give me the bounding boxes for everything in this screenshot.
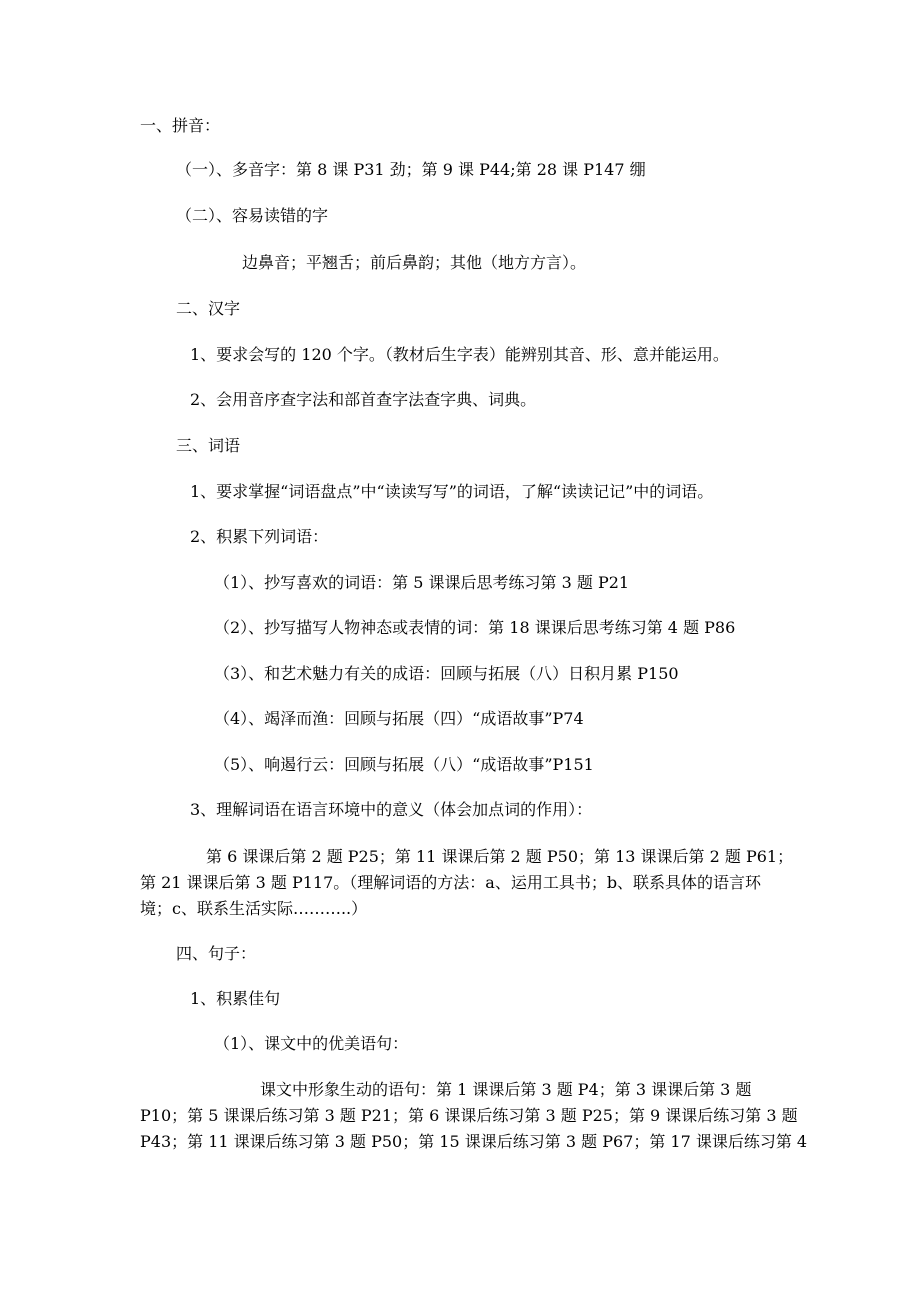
ciyu-item-2: 2、积累下列词语： xyxy=(190,527,329,546)
juzi-para-line-2: P10；第 5 课课后练习第 3 题 P21；第 6 课课后练习第 3 题 P25；第 9 课课后练习第 3 题 xyxy=(140,1106,798,1125)
ciyu-sub-2: （2）、抄写描写人物神态或表情的词：第 18 课课后思考练习第 4 题 P86 xyxy=(214,618,736,637)
ciyu-heading: 三、词语 xyxy=(176,436,241,455)
juzi-sub-1: （1）、课文中的优美语句： xyxy=(214,1034,409,1053)
ciyu-item-3-para-line-3: 境；c、联系生活实际………..） xyxy=(140,899,368,918)
juzi-para-line-3: P43；第 11 课课后练习第 3 题 P50；第 15 课课后练习第 3 题 P67；第 17 课课后练习第 4 xyxy=(140,1132,808,1151)
ciyu-sub-4: （4）、竭泽而渔：回顾与拓展（四）“成语故事”P74 xyxy=(214,709,584,728)
misread-detail: 边鼻音；平翘舌；前后鼻韵；其他（地方方言）。 xyxy=(242,253,587,272)
hanzi-item-2: 2、会用音序查字法和部首查字法查字典、词典。 xyxy=(190,390,537,409)
juzi-heading: 四、句子： xyxy=(176,944,257,963)
juzi-para-line-1: 课文中形象生动的语句：第 1 课课后第 3 题 P4；第 3 课课后第 3 题 xyxy=(260,1080,752,1099)
juzi-item-1: 1、积累佳句 xyxy=(190,989,281,1008)
ciyu-item-1: 1、要求掌握“词语盘点”中“读读写写”的词语，了解“读读记记”中的词语。 xyxy=(190,482,714,501)
polyphones-line: （一）、多音字：第 8 课 P31 劲；第 9 课 P44;第 28 课 P147 绷 xyxy=(176,160,646,179)
ciyu-item-3: 3、理解词语在语言环境中的意义（体会加点词的作用）： xyxy=(190,800,593,819)
ciyu-sub-5: （5）、响遏行云：回顾与拓展（八）“成语故事”P151 xyxy=(214,755,594,774)
pinyin-heading: 一、拼音： xyxy=(140,116,221,135)
ciyu-item-3-para-line-2: 第 21 课课后第 3 题 P117。（理解词语的方法：a、运用工具书；b、联系具体的语言环 xyxy=(140,873,762,892)
hanzi-heading: 二、汉字 xyxy=(176,299,241,318)
ciyu-item-3-para-line-1: 第 6 课课后第 2 题 P25；第 11 课课后第 2 题 P50；第 13 课课后第 2 题 P61； xyxy=(206,847,794,866)
ciyu-sub-1: （1）、抄写喜欢的词语：第 5 课课后思考练习第 3 题 P21 xyxy=(214,573,630,592)
hanzi-item-1: 1、要求会写的 120 个字。（教材后生字表）能辨别其音、形、意并能运用。 xyxy=(190,345,729,364)
misread-heading: （二）、容易读错的字 xyxy=(176,206,329,225)
ciyu-sub-3: （3）、和艺术魅力有关的成语：回顾与拓展（八）日积月累 P150 xyxy=(214,664,679,683)
